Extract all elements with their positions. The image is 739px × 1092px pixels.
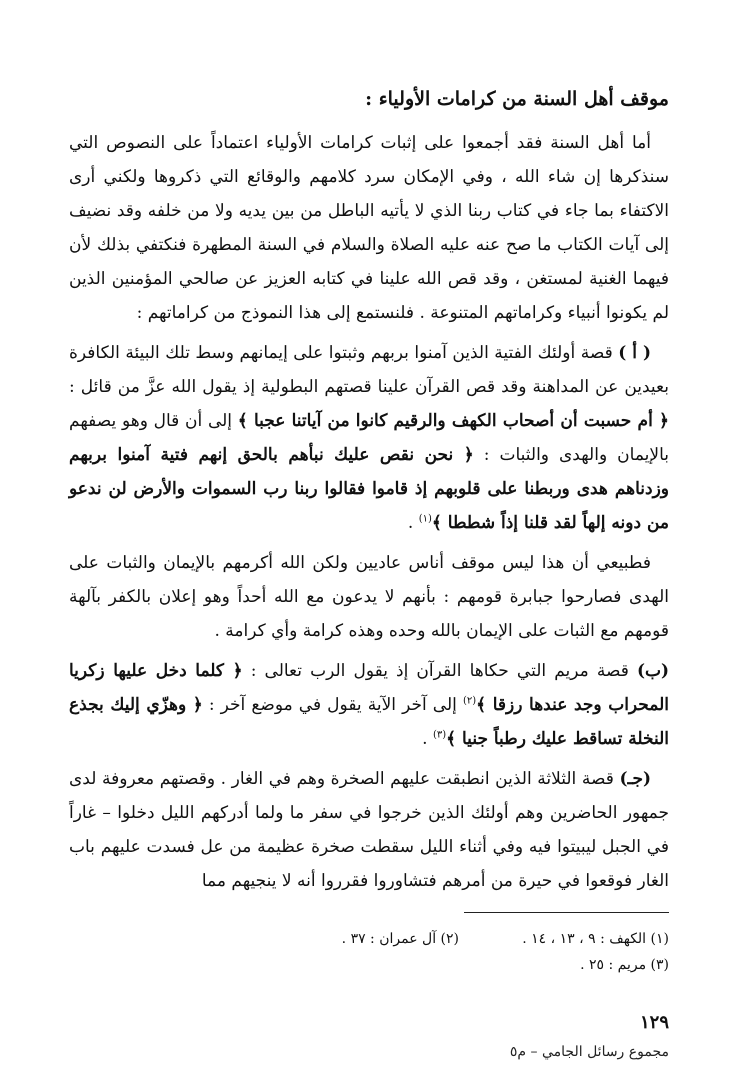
paragraph-cave-story xyxy=(69,762,669,898)
section-heading: موقف أهل السنة من كرامات الأولياء : xyxy=(365,88,669,110)
quran-quote: ﴿ كلما دخل عليها زكريا المحراب وجد عندها رزقا ﴾ xyxy=(69,661,670,715)
item-marker-a: ( أ ) xyxy=(618,343,651,363)
footnote-row xyxy=(69,952,669,978)
paragraph-text: قصة الثلاثة الذين انطبقت عليهم الصخرة وهم في الغار . وقصتهم معروفة لدى جمهور الحاضرين وهم أولئك الذين خرجوا في سفر ما ولما أدركهم الليل دخلوا – غاراً في الجبل ليبيتوا فيه وفي أثناء الليل سقطت صخرة عظيمة من عل فسدت عليهم باب الغار فوقعوا في حيرة من أمرهم فتشاوروا فقرروا أنه لا ينجيهم مما xyxy=(69,769,669,891)
footnote-row xyxy=(69,926,669,952)
main-text-body xyxy=(69,82,669,904)
paragraph-maryam-story xyxy=(69,654,669,756)
footnote-divider xyxy=(464,912,669,913)
footnotes xyxy=(69,926,669,978)
footnote-1: (١) الكهف : ٩ ، ١٣ ، ١٤ . xyxy=(522,931,669,947)
paragraph-intro: أما أهل السنة فقد أجمعوا على إثبات كرامات الأولياء اعتماداً على النصوص التي سنذكرها إن شاء الله ، وفي الإمكان سرد كلامهم والوقائع التي ذكروها ولكني أرى الاكتفاء بما جاء في كتاب ربنا الذي لا يأتيه الباطل من بين يديه ولا من خلفه وقد نضيف إلى آيات الكتاب ما صح عنه عليه الصلاة والسلام في السنة المطهرة فنكتفي بذلك لأن فيهما الغنية لمستغن ، وقد قص الله علينا في كتابه العزيز عن صالحي المؤمنين الذين لم يكونوا أنبياء وكراماتهم المتنوعة . فلنستمع إلى هذا النموذج من كراماتهم : xyxy=(69,133,669,323)
footnote-3: (٣) مريم : ٢٥ . xyxy=(580,957,669,973)
footnote-2: (٢) آل عمران : ٣٧ . xyxy=(341,931,459,947)
quran-quote: ﴿ نحن نقص عليك نبأهم بالحق إنهم فتية آمنوا بربهم وزدناهم هدى وربطنا على قلوبهم إذ قاموا فقالوا ربنا رب السموات والأرض لن ندعو من دونه إلهاً لقد قلنا إذاً شططا ﴾ xyxy=(69,445,669,533)
item-marker-b: (ب) xyxy=(636,661,670,681)
quran-quote: ﴿ أم حسبت أن أصحاب الكهف والرقيم كانوا من آياتنا عجبا ﴾ xyxy=(237,411,670,431)
running-footer: مجموع رسائل الجامي – م٥ xyxy=(509,1044,669,1060)
paragraph-text: قصة أولئك الفتية الذين آمنوا بربهم وثبتوا على إيمانهم وسط تلك البيئة الكافرة بعيدين عن المداهنة وقد قص القرآن علينا قصتهم البطولية إذ يقول الله عزَّ من قائل : xyxy=(69,343,669,397)
footnote-ref: (٢) xyxy=(462,695,477,707)
paragraph-commentary: فطبيعي أن هذا ليس موقف أناس عاديين ولكن الله أكرمهم بالإيمان والثبات على الهدى فصارحوا جبابرة قومهم : بأنهم لا يدعون مع الله أحداً وهو إعلان بالكفر بآلهة قومهم مع الثبات على الإيمان بالله وحده وهذه كرامة وأي كرامة . xyxy=(69,553,669,641)
footnote-ref: (٣) xyxy=(432,729,447,741)
paragraph-kahf-story xyxy=(69,336,669,540)
paragraph-text: إلى أن قال وهو يصفهم بالإيمان والهدى والثبات : xyxy=(69,411,669,465)
quran-quote: ﴿ وهزّي إليك بجذع النخلة تساقط عليك رطباً جنيا ﴾ xyxy=(69,695,669,749)
paragraph-end: . xyxy=(422,729,433,749)
page-number: ١٢٩ xyxy=(639,1012,669,1033)
item-marker-c: (جـ) xyxy=(619,769,652,789)
paragraph-end: . xyxy=(407,513,419,533)
footnote-ref: (١) xyxy=(418,513,432,525)
paragraph-text: إلى آخر الآية يقول في موضع آخر : xyxy=(208,695,457,715)
paragraph-text: قصة مريم التي حكاها القرآن إذ يقول الرب تعالى : xyxy=(250,661,629,681)
